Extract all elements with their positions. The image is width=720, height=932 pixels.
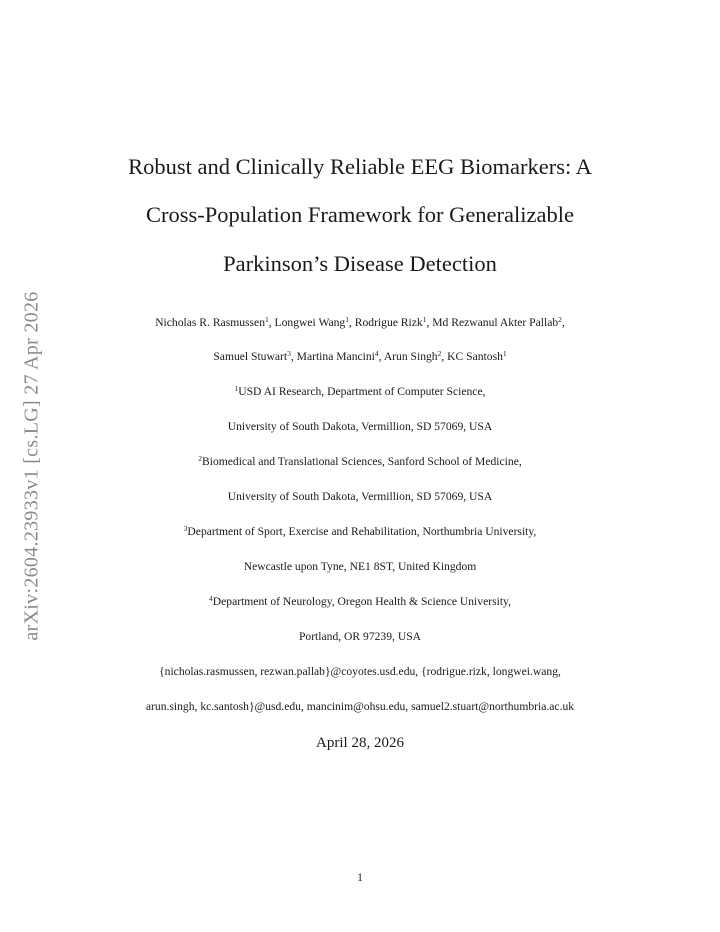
- affiliation-3-line-1: [0, 525, 720, 538]
- email-line-1: {nicholas.rasmussen, rezwan.pallab}@coyotes.usd.edu, {rodrigue.rizk, longwei.wang,: [159, 665, 561, 678]
- author-name: Longwei Wang: [274, 316, 346, 329]
- affiliation-1-line-1: [0, 385, 720, 398]
- author-name: Samuel Stuwart: [213, 350, 288, 363]
- title-line-3: Parkinson’s Disease Detection: [223, 251, 497, 276]
- title-line-1: Robust and Clinically Reliable EEG Biomarkers: A: [128, 154, 592, 179]
- affiliation-mark: 4: [209, 594, 213, 603]
- email-line-2: arun.singh, kc.santosh}@usd.edu, mancinim@ohsu.edu, samuel2.stuart@northumbria.ac.uk: [145, 700, 575, 713]
- author-affiliation-mark: 1: [422, 315, 427, 324]
- author-line-2: Samuel Stuwart$^3$, Martina Mancini$^4$, Arun Singh$^2$, KC Santosh$^1$: [213, 349, 507, 363]
- affiliation-2-line-2: University of South Dakota, Vermillion, SD 57069, USA: [227, 490, 493, 503]
- author-affiliation-mark: 2: [437, 349, 442, 358]
- author-affiliation-mark: 1: [265, 315, 269, 324]
- affiliation-4-line-2: Portland, OR 97239, USA: [298, 630, 422, 643]
- author-name: Arun Singh: [383, 350, 438, 363]
- affiliation-mark: 2: [198, 454, 202, 463]
- page-number: 1: [357, 871, 363, 884]
- affiliation-text: Biomedical and Translational Sciences, Sanford School of Medicine,: [202, 455, 522, 468]
- affiliation-1-line-2: University of South Dakota, Vermillion, SD 57069, USA: [227, 420, 493, 433]
- affiliation-text: Department of Sport, Exercise and Rehabilitation, Northumbria University,: [187, 525, 537, 538]
- affiliation-text: Department of Neurology, Oregon Health & Science University,: [212, 595, 511, 608]
- affiliation-text: USD AI Research, Department of Computer Science,: [238, 385, 486, 398]
- author-affiliation-mark: 4: [374, 349, 379, 358]
- author-name: Nicholas R. Rasmussen: [155, 316, 265, 329]
- date: April 28, 2026: [316, 735, 404, 751]
- author-affiliation-mark: 2: [558, 315, 562, 324]
- author-name: Rodrigue Rizk: [354, 316, 423, 329]
- author-name: KC Santosh: [447, 350, 503, 363]
- affiliation-2-line-1: [0, 455, 720, 468]
- arxiv-identifier-stamp: arXiv:2604.23933v1 [cs.LG] 27 Apr 2026: [20, 291, 43, 641]
- author-affiliation-mark: 1: [345, 315, 349, 324]
- affiliation-mark: 3: [183, 524, 188, 533]
- author-affiliation-mark: 3: [287, 349, 291, 358]
- author-name: Md Rezwanul Akter Pallab: [432, 316, 559, 329]
- author-line-1: Nicholas R. Rasmussen$^1$, Longwei Wang$^1$, Rodrigue Rizk$^1$, Md Rezwanul Akter Pallab$^2$,: [155, 315, 565, 329]
- affiliation-3-line-2: Newcastle upon Tyne, NE1 8ST, United Kingdom: [243, 560, 477, 573]
- title-line-2: Cross-Population Framework for Generalizable: [145, 202, 574, 227]
- affiliation-mark: 1: [234, 384, 239, 393]
- author-affiliation-mark: 1: [502, 349, 507, 358]
- affiliation-4-line-1: [0, 595, 720, 608]
- author-name: Martina Mancini: [296, 350, 375, 363]
